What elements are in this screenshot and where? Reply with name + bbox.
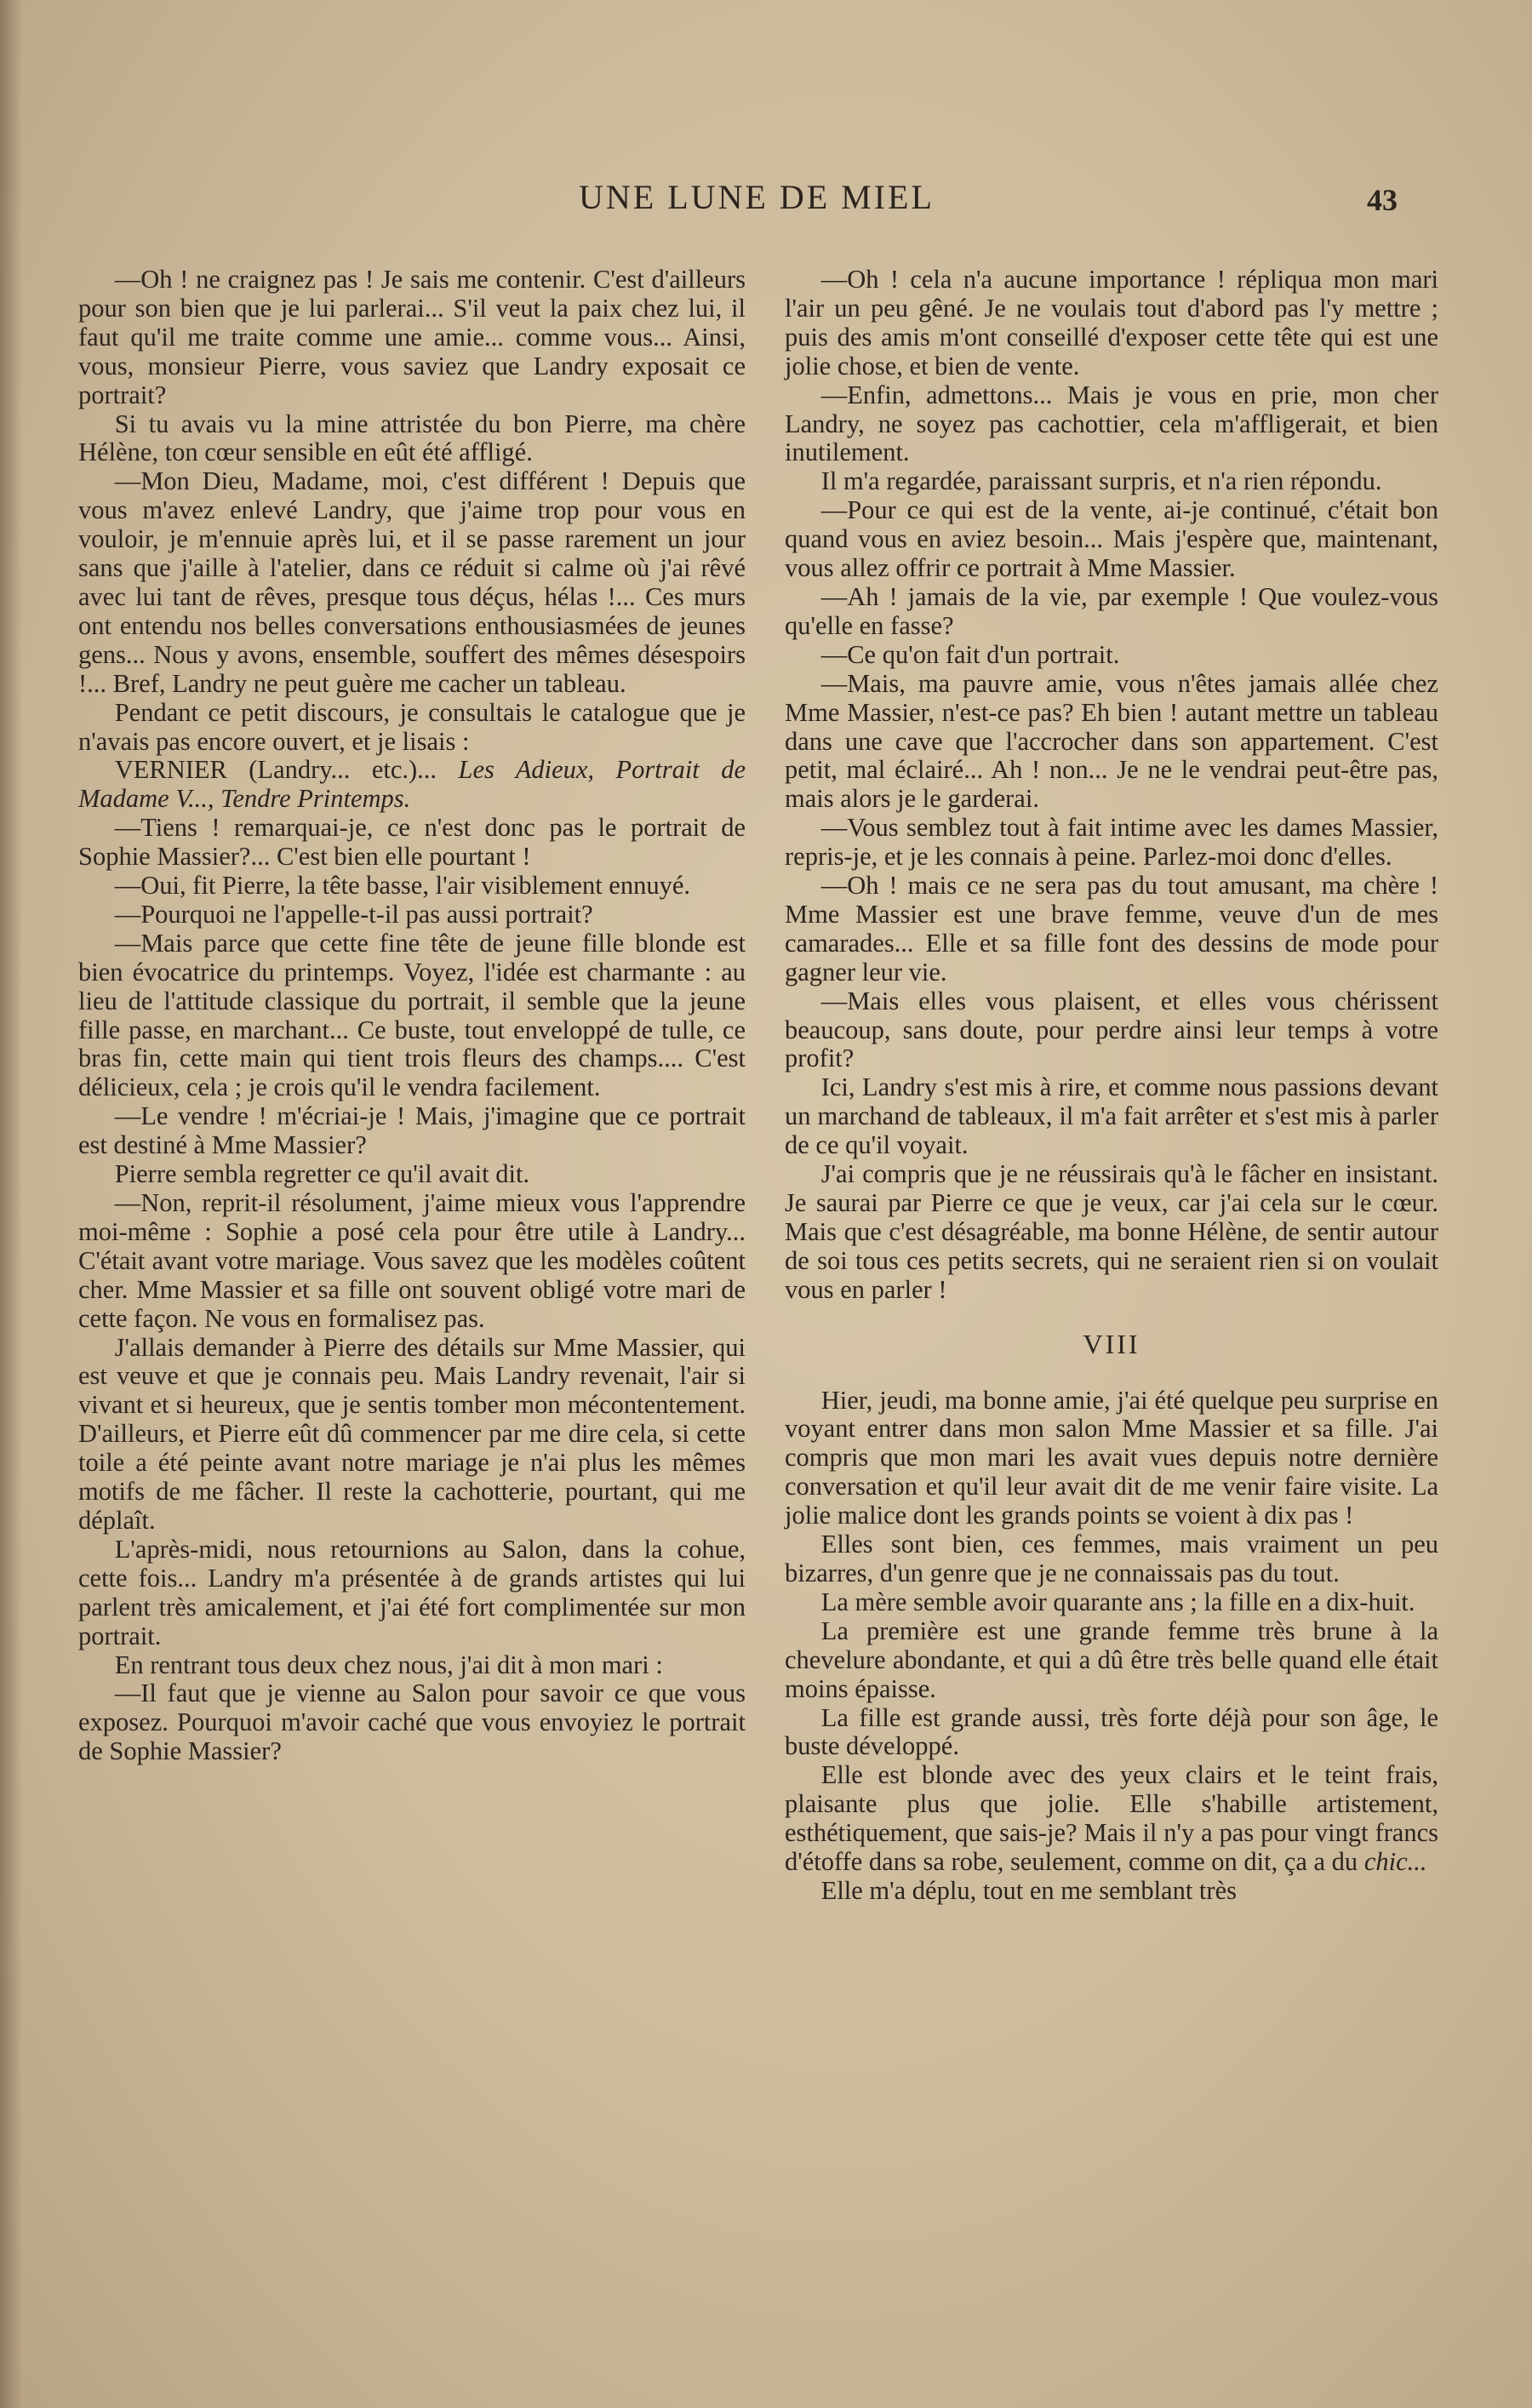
left-column xyxy=(78,266,746,1766)
emphasis-chic: chic... xyxy=(1363,1847,1427,1877)
paragraph: Ici, Landry s'est mis à rire, et comme nous passions devant un marchand de tableaux, il m'a fait arrêter et s'est mis à parler de ce qu'il voyait. xyxy=(785,1072,1438,1160)
paragraph: —Vous semblez tout à fait intime avec les dames Massier, repris-je, et je les connais à peine. Parlez-moi donc d'elles. xyxy=(785,813,1438,872)
paragraph: J'allais demander à Pierre des détails sur Mme Massier, qui est veuve et que je connais peu. Mais Landry revenait, l'air si vivant et si heureux, que je sentis tomber mon mécontentement. D'ailleurs, et Pierre eût dû commencer par me dire cela, si cette toile a été peinte avant notre mariage je n'ai plus les mêmes motifs de me fâcher. Il reste la cachotterie, pourtant, qui me déplaît. xyxy=(78,1332,746,1535)
paragraph: —Mon Dieu, Madame, moi, c'est différent ! Depuis que vous m'avez enlevé Landry, que j'aime trop pour vous en vouloir, je m'ennuie après lui, et il se passe rarement un jour sans que j'aille à l'atelier, dans ce réduit si calme où j'ai rêvé avec lui tant de rêves, presque tous déçus, hélas !... Ces murs ont entendu nos belles conversations enthousiasmées de jeunes gens... Nous y avons, ensemble, souffert des mêmes désespoirs !... Bref, Landry ne peut guère me cacher un tableau. xyxy=(78,466,746,698)
paragraph: —Mais, ma pauvre amie, vous n'êtes jamais allée chez Mme Massier, n'est-ce pas? Eh bien ! autant mettre un tableau dans une cave que l'accrocher dans son appartement. C'est petit, mal éclairé... Ah ! non... Je ne le vendrai peut-être pas, mais alors je le garderai. xyxy=(785,668,1438,814)
paragraph: Pierre sembla regretter ce qu'il avait dit. xyxy=(114,1159,530,1189)
paragraph: —Tiens ! remarquai-je, ce n'est donc pas le portrait de Sophie Massier?... C'est bien elle pourtant ! xyxy=(78,813,746,872)
paragraph: —Ce qu'on fait d'un portrait. xyxy=(820,639,1120,669)
paragraph: —Oh ! mais ce ne sera pas du tout amusant, ma chère ! Mme Massier est une brave femme, veuve d'un de mes camarades... Elle et sa fille font des dessins de mode pour gagner leur vie. xyxy=(785,871,1438,987)
paragraph: Hier, jeudi, ma bonne amie, j'ai été quelque peu surprise en voyant entrer dans mon salon Mme Massier et sa fille. J'ai compris que mon mari les avait vues depuis notre dernière conversation et qu'il leur avait dit de me venir faire visite. La jolie malice dont les grands points se voient à dix pas ! xyxy=(785,1385,1438,1530)
paragraph: —Oui, fit Pierre, la tête basse, l'air visiblement ennuyé. xyxy=(114,871,690,901)
paragraph: —Enfin, admettons... Mais je vous en prie, mon cher Landry, ne soyez pas cachottier, cela m'affligerait, et bien inutilement. xyxy=(785,380,1438,467)
paragraph: —Mais elles vous plaisent, et elles vous chérissent beaucoup, sans doute, pour perdre ainsi leur temps à votre profit? xyxy=(785,986,1438,1073)
paragraph: Elle m'a déplu, tout en me semblant très xyxy=(820,1875,1237,1905)
page-number: 43 xyxy=(1367,183,1398,217)
paragraph: —Oh ! cela n'a aucune importance ! répliqua mon mari l'air un peu gêné. Je ne voulais tout d'abord pas l'y mettre ; puis des amis m'ont conseillé d'exposer cette tête qui est une jolie chose, et bien de vente. xyxy=(785,265,1438,380)
paragraph: —Le vendre ! m'écriai-je ! Mais, j'imagine que ce portrait est destiné à Mme Massier? xyxy=(78,1101,746,1160)
section-heading: VIII xyxy=(1083,1328,1140,1359)
paragraph: Il m'a regardée, paraissant surpris, et n'a rien répondu. xyxy=(820,466,1382,496)
paragraph: La fille est grande aussi, très forte déjà pour son âge, le buste développé. xyxy=(785,1702,1438,1761)
page-header xyxy=(0,177,1532,228)
paragraph: J'ai compris que je ne réussirais qu'à le fâcher en insistant. Je saurai par Pierre ce que je veux, car j'ai cela sur le cœur. Mais que c'est désagréable, ma bonne Hélène, de sentir autour de soi tous ces petits secrets, qui ne seraient rien si on voulait vous en parler ! xyxy=(785,1159,1438,1304)
paragraph: Elles sont bien, ces femmes, mais vraiment un peu bizarres, d'un genre que je ne connaissais pas du tout. xyxy=(785,1530,1438,1587)
paragraph: L'après-midi, nous retournions au Salon, dans la cohue, cette fois... Landry m'a présentée à de grands artistes qui lui parlent très amicalement, et j'ai été fort complimentée sur mon portrait. xyxy=(78,1534,746,1650)
paragraph xyxy=(785,1761,1438,1877)
paragraph: La mère semble avoir quarante ans ; la fille en a dix-huit. xyxy=(820,1587,1415,1616)
paragraph: Si tu avais vu la mine attristée du bon Pierre, ma chère Hélène, ton cœur sensible en eût été affligé. xyxy=(78,409,746,467)
paragraph: —Oh ! ne craignez pas ! Je sais me contenir. C'est d'ailleurs pour son bien que je lui parlerai... S'il veut la paix chez lui, il faut qu'il me traite comme une amie... comme vous... Ainsi, vous, monsieur Pierre, vous saviez que Landry exposait ce portrait? xyxy=(78,265,746,409)
running-title: UNE LUNE DE MIEL xyxy=(579,178,935,216)
paragraph: —Pour ce qui est de la vente, ai-je continué, c'était bon quand vous en aviez besoin... Mais j'espère que, maintenant, vous allez offrir ce portrait à Mme Massier. xyxy=(785,495,1438,583)
paragraph: —Ah ! jamais de la vie, par exemple ! Que voulez-vous qu'elle en fasse? xyxy=(785,581,1438,640)
right-column xyxy=(785,266,1438,1906)
paragraph: En rentrant tous deux chez nous, j'ai dit à mon mari : xyxy=(114,1650,663,1679)
page-gutter-shadow xyxy=(0,0,22,2408)
catalogue-entry xyxy=(78,756,746,814)
paragraph: —Mais parce que cette fine tête de jeune fille blonde est bien évocatrice du printemps. Voyez, l'idée est charmante : au lieu de l'attitude classique du portrait, il semble que la jeune fille passe, en marchant... Ce buste, tout enveloppé de tulle, ce bras fin, cette main qui tient trois fleurs des champs.... C'est délicieux, cela ; je crois qu'il le vendra facilement. xyxy=(78,928,746,1102)
paragraph: La première est une grande femme très brune à la chevelure abondante, et qui a dû être très belle quand elle était moins épaisse. xyxy=(785,1616,1438,1703)
paragraph: —Il faut que je vienne au Salon pour savoir ce que vous exposez. Pourquoi m'avoir caché que vous envoyiez le portrait de Sophie Massier? xyxy=(78,1679,746,1766)
catalogue-titles: Les Adieux, Portrait de Madame V..., Tendre Printemps. xyxy=(78,755,746,814)
paragraph: Pendant ce petit discours, je consultais le catalogue que je n'avais pas encore ouvert, et je lisais : xyxy=(78,697,746,756)
paragraph: —Pourquoi ne l'appelle-t-il pas aussi portrait? xyxy=(114,899,593,929)
paragraph-text: Elle est blonde avec des yeux clairs et le teint frais, plaisante plus que jolie. Elle s'habille artistement, esthétiquement, que sais-je? Mais il n'y a pas pour vingt francs d'étoffe dans sa robe, seulement, comme on dit, ça a du xyxy=(785,1760,1438,1877)
catalogue-artist: VERNIER (Landry... etc.)... xyxy=(114,755,437,785)
paragraph: —Non, reprit-il résolument, j'aime mieux vous l'apprendre moi-même : Sophie a posé cela pour être utile à Landry... C'était avant votre mariage. Vous savez que les modèles coûtent cher. Mme Massier et sa fille ont souvent obligé votre mari de cette façon. Ne vous en formalisez pas. xyxy=(78,1188,746,1333)
